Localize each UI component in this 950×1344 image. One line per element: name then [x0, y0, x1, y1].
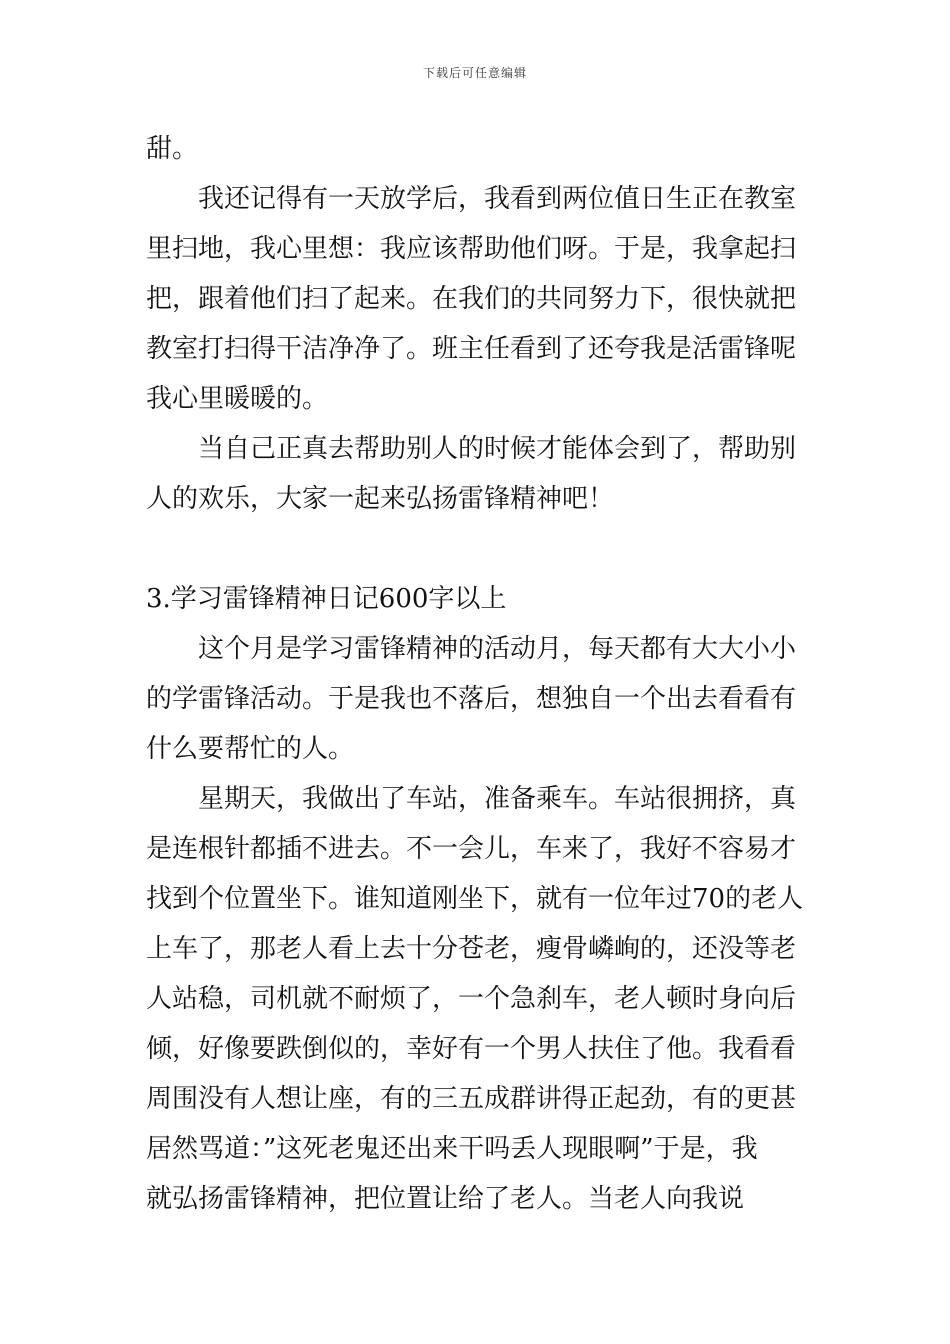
text-line: 周围没有人想让座，有的三五成群讲得正起劲，有的更甚: [146, 1084, 797, 1114]
blank-line: [146, 524, 810, 574]
text-line: 我心里暖暖的。: [146, 384, 329, 414]
paragraph: [146, 124, 810, 174]
text-line: 就弘扬雷锋精神，把位置让给了老人。当老人向我说: [146, 1184, 745, 1214]
text-line: 我还记得有一天放学后，我看到两位值日生正在教室: [198, 184, 797, 214]
section: [146, 574, 810, 1224]
paragraph: [146, 774, 810, 1224]
text-line: 倾，好像要跌倒似的，幸好有一个男人扶住了他。我看看: [146, 1034, 797, 1064]
text-line: 里扫地，我心里想：我应该帮助他们呀。于是，我拿起扫: [146, 234, 797, 264]
section-heading: 3.学习雷锋精神日记600字以上: [146, 584, 507, 614]
text-line: 教室打扫得干洁净净了。班主任看到了还夸我是活雷锋呢: [146, 334, 797, 364]
text-line: 这个月是学习雷锋精神的活动月，每天都有大大小小: [198, 634, 797, 664]
paragraph: [146, 424, 810, 524]
document-body: [146, 124, 810, 1224]
text-line: 人站稳，司机就不耐烦了，一个急刹车，老人顿时身向后: [146, 984, 797, 1014]
text-line: 居然骂道：”这死老鬼还出来干吗丢人现眼啊”于是，我: [146, 1134, 758, 1164]
page-header: 下载后可任意编辑: [422, 66, 527, 80]
paragraph: [146, 624, 810, 774]
text-line: 上车了，那老人看上去十分苍老，瘦骨嶙峋的，还没等老: [146, 934, 797, 964]
text-line: 甜。: [146, 134, 199, 164]
text-line: 把，跟着他们扫了起来。在我们的共同努力下，很快就把: [146, 284, 797, 314]
paragraph: [146, 174, 810, 424]
text-line: 什么要帮忙的人。: [146, 734, 355, 764]
text-line: 人的欢乐，大家一起来弘扬雷锋精神吧！: [146, 484, 615, 514]
text-line: 的学雷锋活动。于是我也不落后，想独自一个出去看看有: [146, 684, 797, 714]
text-line: 星期天，我做出了车站，准备乘车。车站很拥挤，真: [198, 784, 797, 814]
text-line: 是连根针都插不进去。不一会儿，车来了，我好不容易才: [146, 834, 797, 864]
text-line: 当自己正真去帮助别人的时候才能体会到了，帮助别: [198, 434, 797, 464]
text-line: 找到个位置坐下。谁知道刚坐下，就有一位年过70的老人: [146, 884, 804, 914]
